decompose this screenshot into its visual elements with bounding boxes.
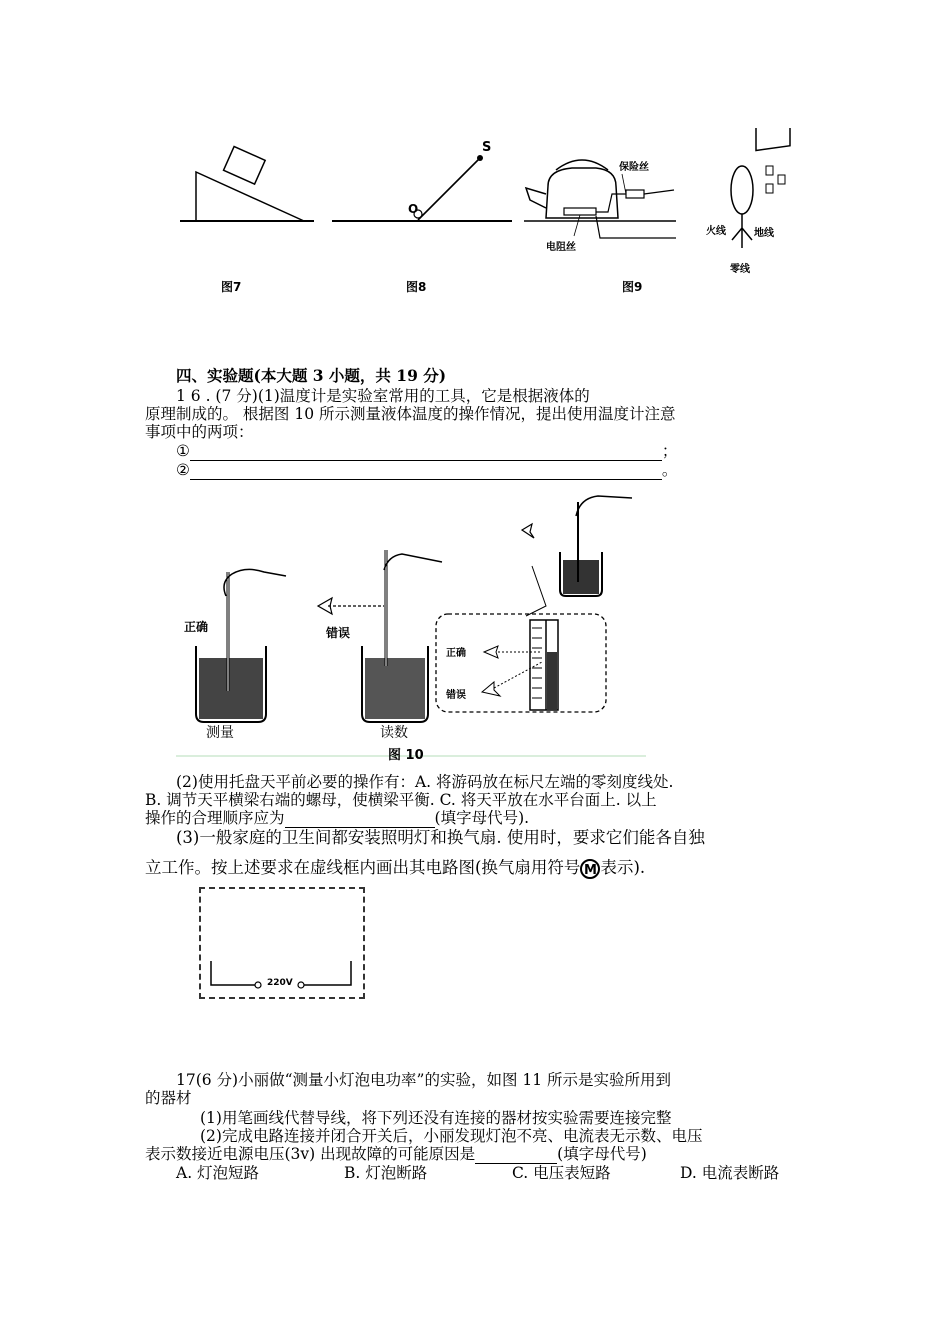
q17-line1: 17(6 分)小丽做“测量小灯泡电功率”的实验，如图 11 所示是实验所用到 <box>176 1071 672 1089</box>
fig10-read-label: 读数 <box>380 725 408 741</box>
fig9-fuse-label: 保险丝 <box>619 162 649 173</box>
fig9-live-label: 火线 <box>706 226 726 237</box>
fig10-wrong-label-2: 错误 <box>446 690 466 701</box>
q17-part1: (1)用笔画线代替导线，将下列还没有连接的器材按实验需要连接完整 <box>200 1109 672 1127</box>
q16-part2-line3 <box>145 808 529 828</box>
figure-10-graphic <box>176 486 646 766</box>
q17-line2: 的器材 <box>145 1089 192 1107</box>
figure-10 <box>176 486 646 766</box>
q16-part2-line1: (2)使用托盘天平前必要的操作有：A. 将游码放在标尺左端的零刻度线处. <box>176 773 674 791</box>
q17-part2-prefix: 表示数接近电源电压(3v) 出现故障的可能原因是 <box>145 1145 476 1163</box>
blank1-end: ； <box>661 442 678 460</box>
answer-blank-fault[interactable] <box>475 1149 557 1164</box>
q17-part2-line1: (2)完成电路连接并闭合开关后，小丽发现灯泡不亮、电流表无示数、电压 <box>200 1127 703 1145</box>
q16-part3-line2 <box>145 858 645 879</box>
figures-7-8-9 <box>176 128 792 304</box>
q16-line1: 1 6 . (7 分)(1)温度计是实验室常用的工具，它是根据液体的 <box>176 387 590 405</box>
fig9-resistor-label: 电阻丝 <box>546 242 576 253</box>
q16-part3-line1: (3)一般家庭的卫生间都安装照明灯和换气扇. 使用时，要求它们能各自独 <box>176 828 705 847</box>
part3-suffix: 表示). <box>600 858 646 877</box>
option-d[interactable]: D. 电流表断路 <box>680 1164 780 1182</box>
fig10-measure-label: 测量 <box>206 725 234 741</box>
fig10-caption: 图 10 <box>388 748 424 763</box>
answer-blank-order[interactable] <box>285 813 435 828</box>
q17-part2-line2 <box>145 1144 647 1164</box>
fig10-beaker-measure <box>196 569 286 722</box>
q16-line3: 事项中的两项： <box>145 423 254 441</box>
answer-blank-2[interactable] <box>190 465 662 480</box>
voltage-label: 220V <box>267 978 293 988</box>
fig10-correct-label-1: 正确 <box>184 620 209 634</box>
fig9-kettle-diagram <box>524 160 676 238</box>
fig8-ray-diagram <box>332 155 512 221</box>
fig7-incline-diagram <box>180 146 314 221</box>
circuit-drawing-box[interactable] <box>199 887 365 999</box>
blank2-mark: ② <box>176 461 190 479</box>
motor-symbol-icon: M <box>580 859 600 879</box>
option-a[interactable]: A. 灯泡短路 <box>176 1164 260 1182</box>
part2-prefix: 操作的合理顺序应为 <box>145 809 285 827</box>
fig8-caption: 图8 <box>406 280 427 294</box>
q16-blank1-row <box>176 441 677 461</box>
q17-part2-suffix: (填字母代号) <box>557 1145 647 1163</box>
fig8-label-o: O <box>408 202 419 216</box>
fig9-neutral-label: 零线 <box>730 264 750 275</box>
fig7-caption: 图7 <box>221 280 242 294</box>
q16-blank2-row <box>176 460 677 480</box>
part2-suffix: (填字母代号). <box>434 809 530 827</box>
fig10-wrong-label-1: 错误 <box>326 626 351 640</box>
fig9-ground-label: 地线 <box>754 228 774 239</box>
fig10-correct-label-2: 正确 <box>446 648 466 659</box>
fig9-caption: 图9 <box>622 280 643 294</box>
part3-prefix: 立工作。按上述要求在虚线框内画出其电路图(换气扇用符号 <box>145 858 581 877</box>
answer-blank-1[interactable] <box>190 446 662 461</box>
q16-part2-line2: B. 调节天平横梁右端的螺母，使横梁平衡. C. 将天平放在水平台面上. 以上 <box>145 791 657 809</box>
option-c[interactable]: C. 电压表短路 <box>512 1164 611 1182</box>
section-heading: 四、实验题(本大题 3 小题，共 19 分) <box>176 366 447 385</box>
blank1-mark: ① <box>176 442 190 460</box>
blank2-end: 。 <box>661 461 678 479</box>
q17-options <box>176 1163 779 1183</box>
fig8-label-s: S <box>482 140 492 155</box>
option-b[interactable]: B. 灯泡断路 <box>344 1164 428 1182</box>
q16-line2: 原理制成的。 根据图 10 所示测量液体温度的操作情况，提出使用温度计注意 <box>145 405 676 423</box>
fig10-beaker-small <box>522 496 632 616</box>
